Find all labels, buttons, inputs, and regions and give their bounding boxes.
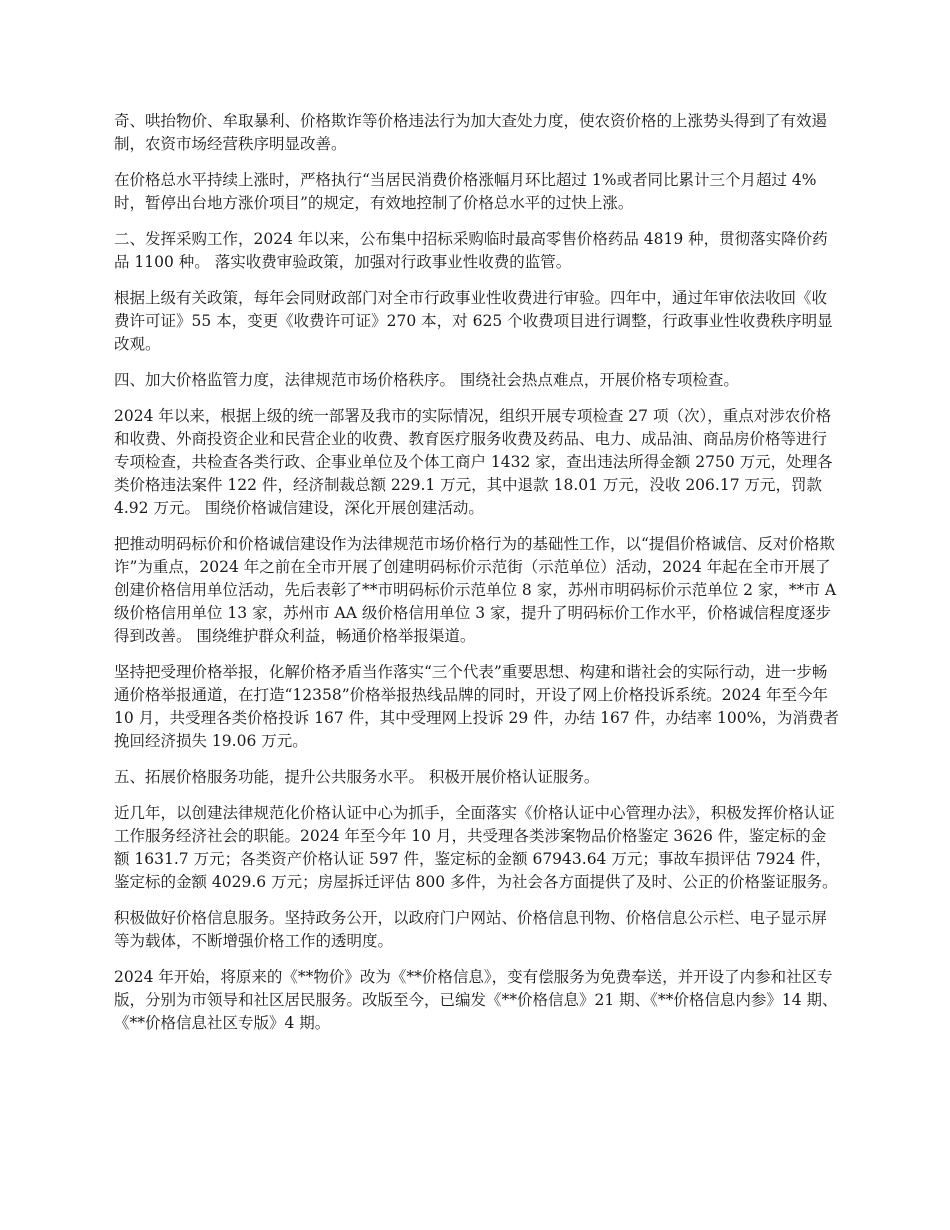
paragraph-6: 2024 年以来，根据上级的统一部署及我市的实际情况，组织开展专项检查 27 项（次），重点对涉农价格和收费、外商投资企业和民营企业的收费、教育医疗服务收费及药品、电力、成品油、商品房价格等进行专项检查，共检查各类行政、企事业单位及个体工商户 1432 家，查出违法所得金额 2750 万元，处理各类价格违法案件 122 件，经济制裁总额 229.1 万元，其中退款 18.01 万元，没收 206.17 万元，罚款 4.92 万元。 围绕价格诚信建设，深化开展创建活动。 <box>114 407 833 517</box>
paragraph-2: 在价格总水平持续上涨时，严格执行“当居民消费价格涨幅月环比超过 1%或者同比累计三个月超过 4%时，暂停出台地方涨价项目”的规定，有效地控制了价格总水平的过快上涨。 <box>114 171 817 212</box>
paragraph-3: 二、发挥采购工作，2024 年以来，公布集中招标采购临时最高零售价格药品 4819 种，贯彻落实降价药品 1100 种。 落实收费审验政策，加强对行政事业性收费的监管。 <box>114 230 828 271</box>
paragraph-10: 近几年，以创建法律规范化价格认证中心为抓手，全面落实《价格认证中心管理办法》，积极发挥价格认证工作服务经济社会的职能。2024 年至今年 10 月，共受理各类涉案物品价格鉴定 3626 件，鉴定标的金额 1631.7 万元；各类资产价格认证 597 件，鉴定标的金额 67943.64 万元；事故车损评估 7924 件，鉴定标的金额 4029.6 万元；房屋拆迁评估 800 多件，为社会各方面提供了及时、公正的价格鉴证服务。 <box>114 804 838 891</box>
paragraph-7: 把推动明码标价和价格诚信建设作为法律规范市场价格行为的基础性工作，以“提倡价格诚信、反对价格欺诈”为重点，2024 年之前在全市开展了创建明码标价示范街（示范单位）活动，2024 年起在全市开展了创建价格信用单位活动，先后表彰了**市明码标价示范单位 8 家，苏州市明码标价示范单位 2 家，**市 A 级价格信用单位 13 家，苏州市 AA 级价格信用单位 3 家，提升了明码标价工作水平，价格诚信程度逐步得到改善。 围绕维护群众利益，畅通价格举报渠道。 <box>114 535 837 645</box>
paragraph-9: 五、拓展价格服务功能，提升公共服务水平。 积极开展价格认证服务。 <box>114 768 600 786</box>
document-page <box>114 110 840 1048</box>
paragraph-4: 根据上级有关政策，每年会同财政部门对全市行政事业性收费进行审验。四年中，通过年审依法收回《收费许可证》55 本，变更《收费许可证》270 本，对 625 个收费项目进行调整，行政事业性收费秩序明显改观。 <box>114 289 833 353</box>
paragraph-11: 积极做好价格信息服务。坚持政务公开，以政府门户网站、价格信息刊物、价格信息公示栏、电子显示屏等为载体，不断增强价格工作的透明度。 <box>114 909 828 950</box>
paragraph-8: 坚持把受理价格举报，化解价格矛盾当作落实“三个代表”重要思想、构建和谐社会的实际行动，进一步畅通价格举报通道，在打造“12358”价格举报热线品牌的同时，开设了网上价格投诉系统。2024 年至今年 10 月，共受理各类价格投诉 167 件，其中受理网上投诉 29 件，办结 167 件，办结率 100%，为消费者挽回经济损失 19.06 万元。 <box>114 663 839 750</box>
paragraph-12: 2024 年开始，将原来的《**物价》改为《**价格信息》，变有偿服务为免费奉送，并开设了内参和社区专版，分别为市领导和社区居民服务。改版至今，已编发《**价格信息》21 期、《**价格信息内参》14 期、《**价格信息社区专版》4 期。 <box>114 968 838 1032</box>
paragraph-5: 四、加大价格监管力度，法律规范市场价格秩序。 围绕社会热点难点，开展价格专项检查。 <box>114 371 739 389</box>
paragraph-1: 奇、哄抬物价、牟取暴利、价格欺诈等价格违法行为加大查处力度，使农资价格的上涨势头得到了有效遏制，农资市场经营秩序明显改善。 <box>114 112 828 153</box>
